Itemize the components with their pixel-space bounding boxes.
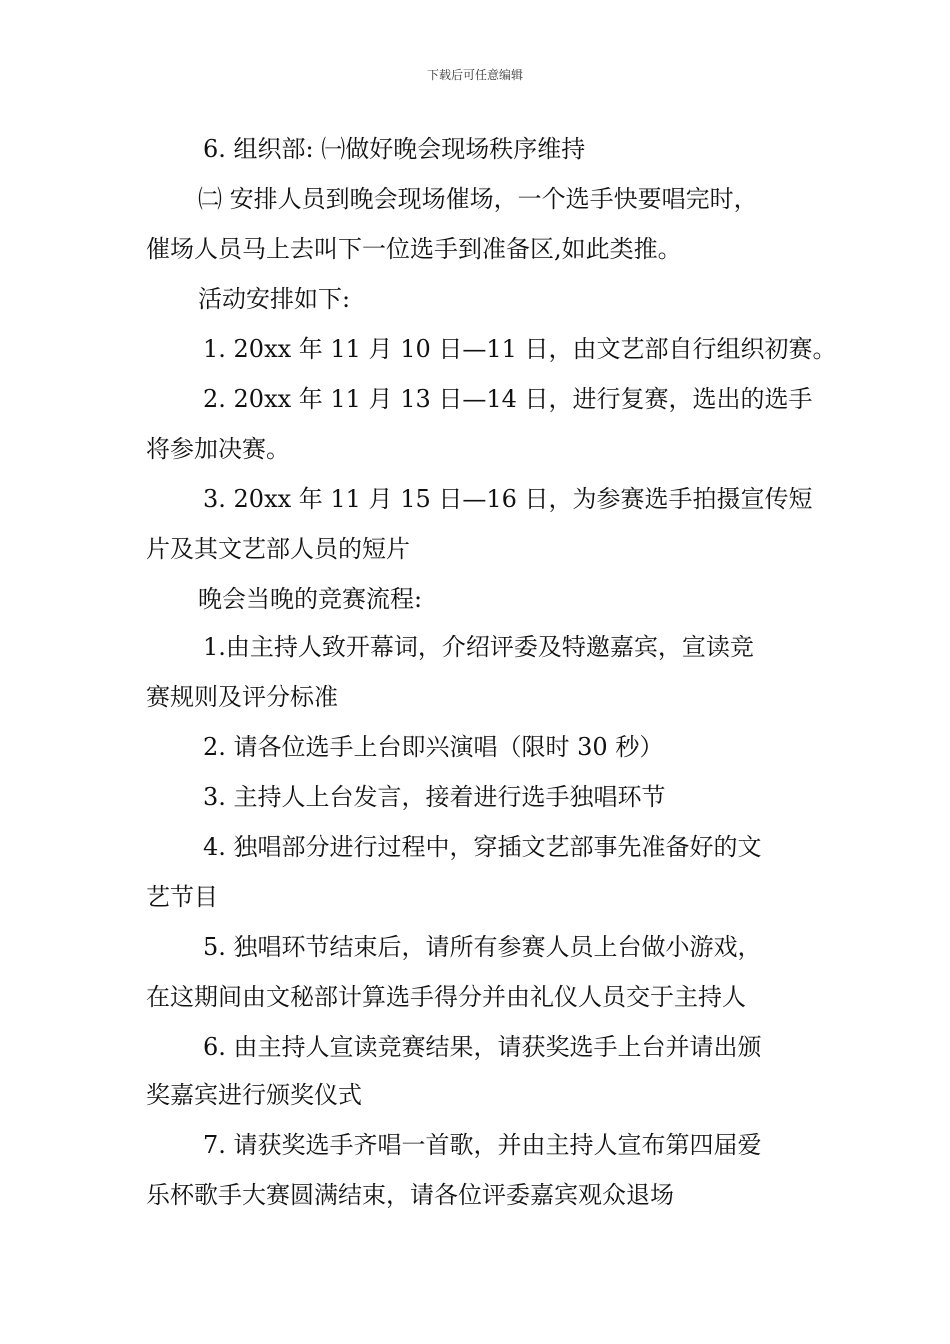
paragraph-line: 乐杯歌手大赛圆满结束，请各位评委嘉宾观众退场 <box>146 1181 674 1209</box>
paragraph-line: 奖嘉宾进行颁奖仪式 <box>146 1081 362 1109</box>
paragraph-line: 艺节目 <box>146 883 218 911</box>
paragraph-line: 将参加决赛。 <box>146 435 290 463</box>
paragraph-line: ㈡ 安排人员到晚会现场催场，一个选手快要唱完时， <box>198 185 758 213</box>
paragraph-line: 在这期间由文秘部计算选手得分并由礼仪人员交于主持人 <box>146 983 746 1011</box>
page-header: 下载后可任意编辑 <box>426 68 523 82</box>
paragraph-line: 赛规则及评分标准 <box>146 683 338 711</box>
paragraph-line: 2. 请各位选手上台即兴演唱（限时 30 秒） <box>203 733 664 761</box>
paragraph-line: 2. 20xx 年 11 月 13 日—14 日，进行复赛，选出的选手 <box>203 385 813 413</box>
paragraph-line: 片及其文艺部人员的短片 <box>146 535 410 563</box>
paragraph-line: 6. 由主持人宣读竞赛结果，请获奖选手上台并请出颁 <box>203 1033 762 1061</box>
paragraph-line: 4. 独唱部分进行过程中，穿插文艺部事先准备好的文 <box>203 833 762 861</box>
paragraph-line: 3. 20xx 年 11 月 15 日—16 日，为参赛选手拍摄宣传短 <box>203 485 813 513</box>
paragraph-line: 活动安排如下: <box>198 285 351 313</box>
paragraph-line: 晚会当晚的竞赛流程: <box>198 585 423 613</box>
paragraph-line: 7. 请获奖选手齐唱一首歌，并由主持人宣布第四届爱 <box>203 1131 762 1159</box>
paragraph-line: 5. 独唱环节结束后，请所有参赛人员上台做小游戏， <box>203 933 762 961</box>
paragraph-line: 3. 主持人上台发言，接着进行选手独唱环节 <box>203 783 666 811</box>
paragraph-line: 催场人员马上去叫下一位选手到准备区,如此类推。 <box>146 235 682 263</box>
paragraph-line: 1.由主持人致开幕词，介绍评委及特邀嘉宾，宣读竞 <box>203 633 754 661</box>
paragraph-line: 6. 组织部: ㈠做好晚会现场秩序维持 <box>203 135 586 163</box>
paragraph-line: 1. 20xx 年 11 月 10 日—11 日，由文艺部自行组织初赛。 <box>203 335 837 363</box>
